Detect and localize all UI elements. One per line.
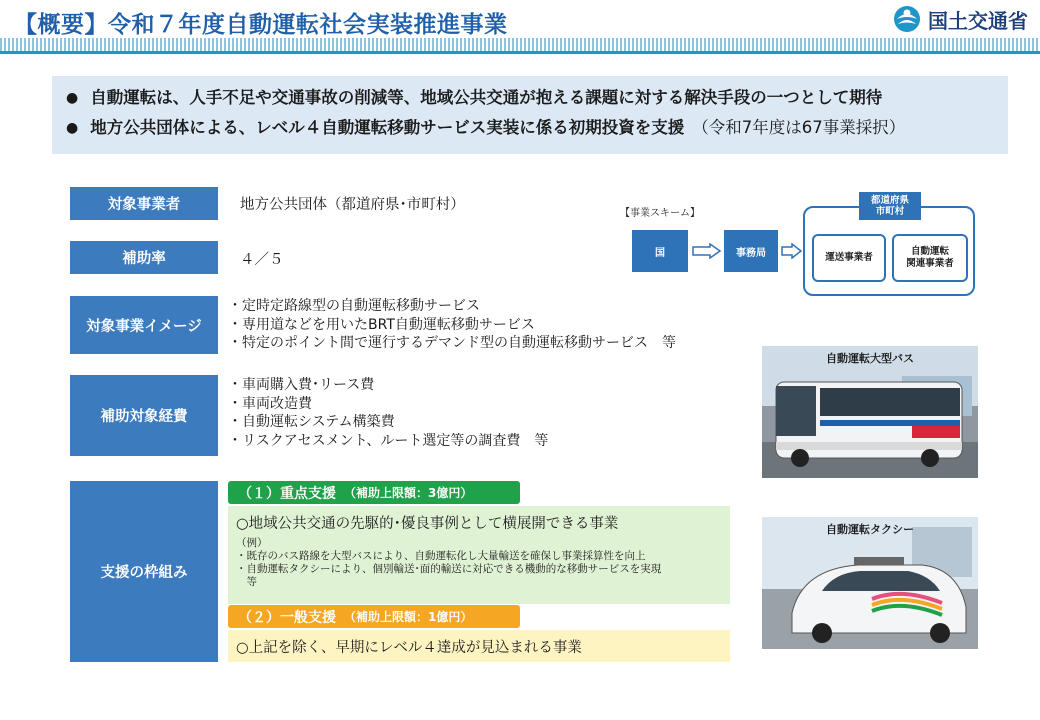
priority-support-limit: （補助上限額：3億円） — [344, 486, 473, 500]
summary-text-2: 地方公共団体による、レベル４自動運転移動サービス実装に係る初期投資を支援 — [90, 118, 685, 137]
general-support-limit: （補助上限額：1億円） — [344, 610, 473, 624]
summary-text-2-sub: （令和7年度は67事業採択） — [692, 118, 906, 137]
example-item: 等 — [236, 576, 257, 588]
label-subsidy-rate: 補助率 — [70, 241, 218, 274]
list-item: ・定時定路線型の自動運転移動サービス — [228, 298, 480, 314]
priority-support-main: ○地域公共交通の先駆的･優良事例として横展開できる事業 — [236, 516, 619, 532]
value-target-operator: 地方公共団体（都道府県･市町村） — [240, 197, 465, 213]
example-item: ・自動運転タクシーにより、個別輸送･面的輸送に対応できる機動的な移動サービスを実現 — [236, 563, 662, 575]
business-scheme-diagram — [620, 192, 980, 302]
arrow-right-icon — [692, 243, 722, 259]
list-item: ・自動運転システム構築費 — [228, 414, 395, 430]
scheme-country-box: 国 — [632, 230, 688, 272]
label-eligible-costs: 補助対象経費 — [70, 375, 218, 456]
list-item: ・車両購入費･リース費 — [228, 377, 375, 393]
ministry-logo — [892, 4, 1028, 34]
bus-photo — [762, 346, 978, 478]
bus-caption: 自動運転大型バス — [826, 352, 914, 365]
title-stripe — [0, 38, 1040, 51]
label-business-image: 対象事業イメージ — [70, 296, 218, 354]
summary-text-1: 自動運転は、人手不足や交通事故の削減等、地域公共交通が抱える課題に対する解決手段の一つとして期待 — [90, 88, 883, 107]
example-item: ・既存のバス路線を大型バスにより、自動運転化し大量輸送を確保し事業採算性を向上 — [236, 550, 646, 562]
logo-text: 国土交通省 — [928, 8, 1028, 33]
arrow-right-icon — [781, 243, 803, 259]
priority-support-title: （１）重点支援 — [238, 485, 336, 502]
mlit-logo-icon — [892, 4, 922, 34]
list-item: ・特定のポイント間で運行するデマンド型の自動運転移動サービス 等 — [228, 335, 676, 351]
value-subsidy-rate: ４／５ — [240, 252, 284, 268]
summary-line-1 — [66, 83, 994, 113]
scheme-related-box: 自動運転 関連事業者 — [892, 234, 968, 282]
taxi-photo — [762, 517, 978, 649]
list-item: ・専用道などを用いたBRT自動運転移動サービス — [228, 316, 535, 333]
scheme-label: 【事業スキーム】 — [620, 208, 700, 219]
scheme-office-box: 事務局 — [724, 230, 778, 272]
bullet-icon: ● — [66, 120, 79, 136]
general-support-tag — [228, 605, 520, 628]
priority-support-examples — [236, 537, 722, 589]
eligible-costs-list — [228, 376, 548, 450]
scheme-operator-box: 運送事業者 — [812, 234, 886, 282]
label-target-operator: 対象事業者 — [70, 187, 218, 220]
summary-line-2 — [66, 113, 994, 143]
title-underline — [0, 51, 1040, 54]
scheme-prefecture-text: 都道府県 市町村 — [870, 195, 909, 217]
list-item: ・リスクアセスメント、ルート選定等の調査費 等 — [228, 432, 549, 449]
business-image-list — [228, 297, 676, 353]
scheme-prefecture-tag — [859, 192, 921, 220]
example-label: （例） — [236, 537, 268, 549]
priority-support-tag — [228, 481, 520, 504]
summary-box — [52, 76, 1008, 154]
label-support-framework: 支援の枠組み — [70, 481, 218, 662]
page-title: 【概要】令和７年度自動運転社会実装推進事業 — [14, 12, 508, 38]
general-support-main: ○上記を除く、早期にレベル４達成が見込まれる事業 — [236, 640, 582, 656]
taxi-caption: 自動運転タクシー — [826, 523, 914, 536]
general-support-title: （２）一般支援 — [238, 609, 336, 626]
bullet-icon: ● — [66, 90, 79, 106]
general-support-box — [228, 630, 730, 662]
priority-support-box — [228, 506, 730, 604]
list-item: ・車両改造費 — [228, 395, 312, 412]
